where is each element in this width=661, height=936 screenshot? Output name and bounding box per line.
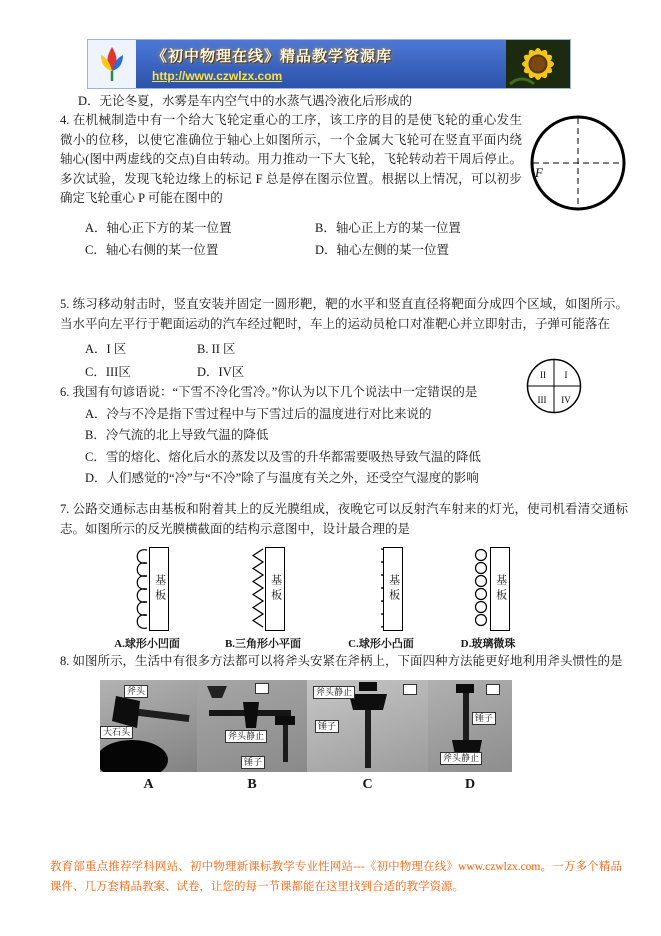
small-label-box [255, 683, 269, 694]
option-d: D．人们感觉的“冷”与“不冷”除了与温度有关之外，还受空气湿度的影响 [85, 471, 479, 485]
banner-title: 《初中物理在线》精品教学资源库 [152, 49, 393, 65]
base-board-label: 基板 [265, 547, 285, 631]
option-d: D．轴心左侧的某一位置 [315, 243, 450, 257]
diagram-c-convex [320, 547, 442, 653]
diagram-d-glass-beads [442, 547, 534, 653]
label-axe-still: 斧头静止 [225, 730, 267, 743]
diagram-a-concave [88, 547, 206, 653]
photo-d [428, 680, 512, 772]
previous-question-option-d [60, 92, 628, 112]
bead-pattern-icon [466, 547, 490, 631]
option-b: B. II 区 [197, 342, 236, 356]
photo-a [100, 680, 197, 772]
caption-d: D.玻璃微珠 [460, 638, 516, 650]
question-4 [60, 111, 628, 261]
quadrant-label-i: I [564, 370, 568, 380]
site-footer-note: 教育部重点推荐学科网站、初中物理新课标教学专业性网站---《初中物理在线》www.czwlzx.com。一万多个精品课件、几万套精品教案、试卷，让您的每一节课都能在这里找到合适的教学资源。 [50, 861, 622, 893]
small-label-box [486, 684, 500, 695]
banner-url: http://www.czwlzx.com [152, 69, 283, 83]
quadrant-label-ii: II [540, 370, 546, 380]
label-axe-head: 斧头 [124, 685, 148, 698]
caption-a: A.球形小凹面 [114, 638, 180, 650]
letter-c: C [362, 776, 373, 792]
triangle-pattern-icon [241, 547, 265, 631]
question-8-stem: 8. 如图所示，生活中有很多方法都可以将斧头安紧在斧柄上，下面四种方法能更好地利用斧头惯性的是 [60, 654, 623, 668]
option-b: B．冷气流的北上导致气温的降低 [85, 428, 269, 442]
caption-b: B.三角形小平面 [224, 638, 302, 650]
letter-a: A [143, 776, 154, 792]
axe-method-photos [100, 680, 628, 772]
photo-letters [100, 774, 628, 796]
flywheel-mark-f: F [535, 165, 543, 180]
photo-c [307, 680, 428, 772]
question-6-stem: 6. 我国有句谚语说：“下雪不冷化雪冷。”你认为以下几个说法中一定错误的是 [60, 385, 478, 399]
option-a: A．I 区 [85, 342, 127, 356]
question-5-stem: 5. 练习移动射击时，竖直安装并固定一圆形靶，靶的水平和竖直直径将靶面分成四个区域，如图所示。当水平向左平行于靶面运动的汽车经过靶时，车上的运动员枪口对准靶心并立即射击，子弹可能落在 [60, 297, 628, 331]
label-axe-still: 斧头静止 [440, 752, 482, 765]
label-hammer: 锤子 [241, 756, 265, 769]
option-b: B．轴心正上方的某一位置 [315, 220, 461, 235]
letter-b: B [247, 776, 257, 792]
option-c: C．雪的熔化、熔化后水的蒸发以及雪的升华都需要吸热导致气温的降低 [85, 449, 481, 464]
option-a: A．轴心正下方的某一位置 [85, 220, 232, 235]
concave-pattern-icon [125, 547, 149, 631]
question-8 [60, 652, 628, 795]
label-big-stone: 大石头 [100, 726, 133, 739]
option-a: A．冷与不冷是指下雪过程中与下雪过后的温度进行对比来说的 [85, 406, 432, 421]
caption-c: C.球形小凸面 [348, 638, 414, 650]
label-axe-still: 斧头静止 [313, 686, 355, 699]
quadrant-label-iv: IV [561, 395, 571, 405]
sunflower-image [506, 40, 570, 88]
label-hammer: 锤子 [315, 720, 339, 733]
base-board-label: 基板 [149, 547, 169, 631]
option-text: D．无论冬夏，水雾是车内空气中的水蒸气遇冷液化后形成的 [78, 94, 413, 108]
question-7-stem: 7. 公路交通标志由基板和附着其上的反光膜组成，夜晚它可以反射汽车射来的灯光，使司机看清交通标志。如图所示的反光膜横截面的结构示意图中，设计最合理的是 [60, 502, 628, 536]
site-banner [88, 40, 570, 88]
convex-pattern-icon [359, 547, 383, 631]
tulip-logo-icon [92, 44, 132, 84]
small-label-box [403, 684, 417, 695]
base-board-label: 基板 [490, 547, 510, 631]
quadrant-label-iii: III [537, 395, 547, 405]
base-board-label: 基板 [383, 547, 403, 631]
reflective-film-diagrams [60, 547, 628, 653]
letter-d: D [464, 776, 476, 792]
question-6 [60, 383, 628, 489]
flywheel-figure [528, 113, 628, 213]
banner-text-area [136, 40, 506, 88]
label-hammer: 锤子 [472, 712, 496, 725]
question-7 [60, 500, 628, 653]
question-4-stem: 4. 在机械制造中有一个给大飞轮定重心的工序，该工序的目的是使飞轮的重心发生微小的位移，以使它准确位于轴心上如图所示，一个金属大飞轮可在竖直平面内绕轴心(图中两虚线的交点)自由转动。用力推动一下大飞轮，飞轮转动若干周后停止。多次试验，发现飞轮边缘上的标记 F 总是停在图示位置。根据以上情况，可以初步确定飞轮重心 P 可能在图中的 [60, 113, 522, 205]
option-c: C．轴心右侧的某一位置 [85, 243, 219, 257]
site-logo [88, 40, 136, 88]
diagram-b-triangular [206, 547, 320, 653]
option-c: C．III区 [85, 364, 131, 379]
option-d: D．IV区 [197, 364, 245, 379]
photo-b [197, 680, 307, 772]
question-4-options-row-1 [60, 219, 628, 239]
question-4-options-row-2 [60, 241, 628, 261]
